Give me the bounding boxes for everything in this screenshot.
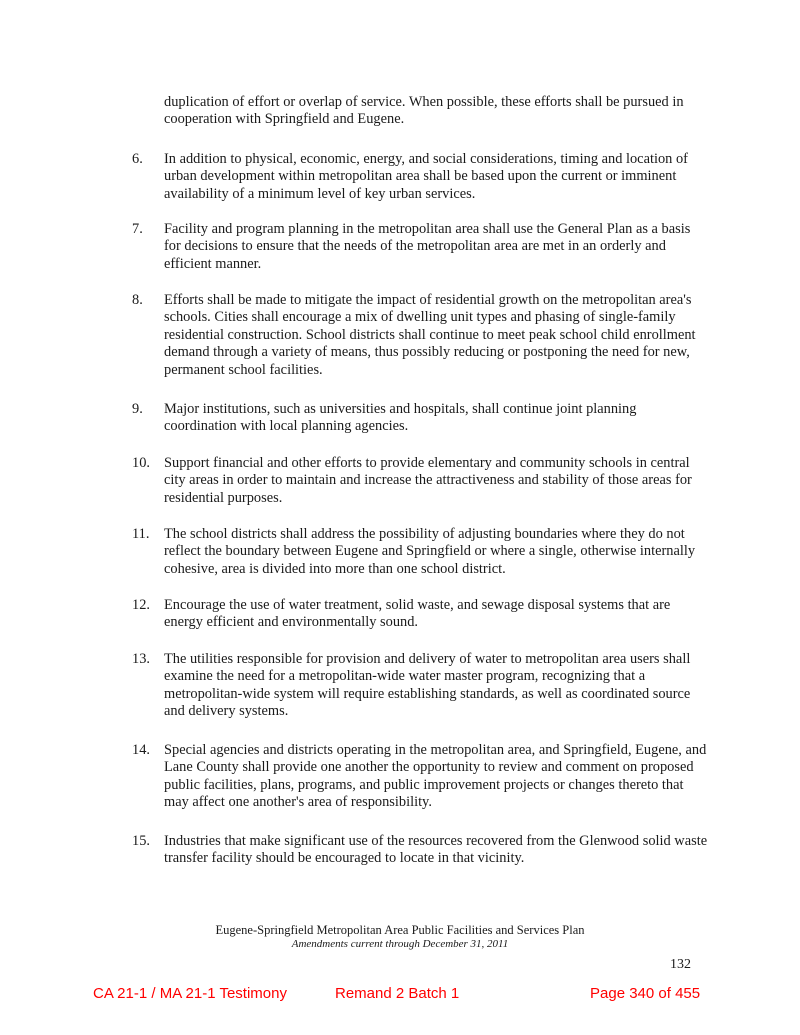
item-number: 14. — [132, 742, 150, 758]
item-number: 7. — [132, 221, 143, 237]
stamp-center: Remand 2 Batch 1 — [335, 985, 460, 1002]
page-number: 132 — [670, 957, 691, 972]
item-text: In addition to physical, economic, energy, and social considerations, timing and location of urban development within metropolitan area shall be based upon the current or imminent availability of a minimum level of key urban services. — [164, 151, 688, 202]
item-number: 9. — [132, 401, 143, 417]
stamp-right: Page 340 of 455 — [590, 985, 701, 1002]
item-text: Encourage the use of water treatment, solid waste, and sewage disposal systems that are energy efficient and environmentally sound. — [164, 597, 671, 631]
item-text: Facility and program planning in the metropolitan area shall use the General Plan as a basis for decisions to ensure that the needs of the metropolitan area are met in an orderly and efficient manner. — [164, 221, 691, 272]
item-text: Special agencies and districts operating in the metropolitan area, and Springfield, Eugene, and Lane County shall provide one another the opportunity to review and comment on proposed public facilities, plans, programs, and public improvement projects or changes thereto that may affect one another's area of responsibility. — [164, 742, 707, 811]
item-number: 10. — [132, 455, 150, 471]
footer-subtitle: Amendments current through December 31, 2011 — [291, 938, 509, 950]
continuation-paragraph: duplication of effort or overlap of service. When possible, these efforts shall be pursued in cooperation with Springfield and Eugene. — [164, 94, 684, 128]
item-number: 6. — [132, 151, 143, 167]
item-text: The utilities responsible for provision and delivery of water to metropolitan area users shall examine the need for a metropolitan-wide water master program, recognizing that a metropolitan-wide system will require establishing standards, as well as coordinated source and delivery systems. — [164, 651, 691, 720]
item-text: Major institutions, such as universities and hospitals, shall continue joint planning coordination with local planning agencies. — [164, 401, 637, 435]
item-number: 11. — [132, 526, 150, 542]
footer-title: Eugene-Springfield Metropolitan Area Public Facilities and Services Plan — [215, 923, 585, 937]
item-text: Support financial and other efforts to provide elementary and community schools in central city areas in order to maintain and increase the attractiveness and stability of those areas for residential purposes. — [164, 455, 692, 506]
item-text: Efforts shall be made to mitigate the impact of residential growth on the metropolitan area's schools. Cities shall encourage a mix of dwelling unit types and phasing of single-family residential construction. School districts shall continue to meet peak school child enrollment demand through a variety of means, thus possibly reducing or postponing the need for new, permanent school facilities. — [164, 292, 696, 378]
item-number: 15. — [132, 833, 150, 849]
item-text: The school districts shall address the possibility of adjusting boundaries where they do not reflect the boundary between Eugene and Springfield or where a single, otherwise internally cohesive, area is divided into more than one school district. — [164, 526, 696, 577]
item-number: 8. — [132, 292, 143, 308]
item-text: Industries that make significant use of the resources recovered from the Glenwood solid waste transfer facility should be encouraged to locate in that vicinity. — [164, 833, 708, 867]
item-number: 13. — [132, 651, 150, 667]
stamp-left: CA 21-1 / MA 21-1 Testimony — [93, 985, 287, 1002]
item-number: 12. — [132, 597, 150, 613]
